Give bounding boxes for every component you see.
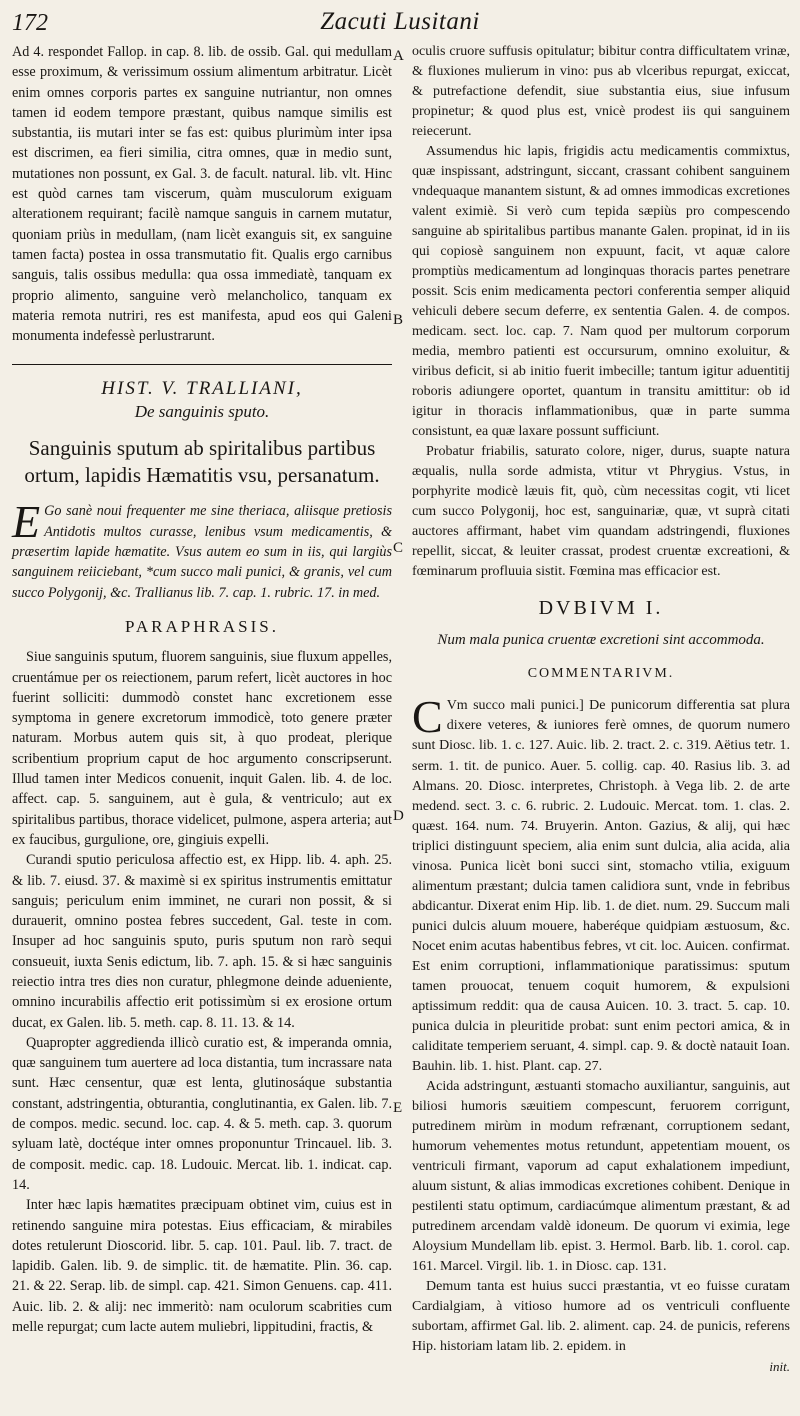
section-rule [12,364,392,365]
paraphrasis-heading: PARAPHRASIS. [125,616,279,636]
history-title: HIST. V. TRALLIANI, [101,378,303,400]
margin-letter-d: D [393,808,404,824]
margin-letter-c: C [393,540,404,556]
paragraph-text: Vm succo mali punici.] De punicorum differentia sat plura dixere veteres, & iuniores ferè omnes, de quorum numero sunt Diosc. lib. 1. c. 127. Auic. lib. 2. tract. 2. c. 319. Aëtius tetr. 1. serm. 1. tit. de punico. Auer. 5. collig. cap. 40. Rasius lib. 3. ad Almans. 20. Diosc. interpretes, Christoph. à Vega lib. 2. de arte medend. sect. 3. c. 6. rubric. 2. Ludouic. Mercat. tom. 1. clas. 2. quæst. 164. num. 74. Bruyerin. Anton. Gazius, & alij, qui hæc triplici distinguunt speciem, alia enim sunt dulcia, alia acida, alia vinosa. Punica licèt boni succi sint, stomacho vtilia, exiguum alimentum præstant; dulcia tamen calidiora sunt, vnde in febribus abdicantur. Dixerat enim Hip. lib. 1. de diet. num. 29. Succum mali punici dulcis aluum mouere, haberéque quidpiam æstuosum, &c. Nocet enim acutas habentibus febres, vt cit. loc. Auicen. confirmat. Est enim corruptioni, inflammationique paratissimus: sputum tamen prouocat, tenuem coquit humorem, & expulsioni aptissimum reddit: qua de causa Auicen. 10. 3. tract. 5. cap. 10. punica dulcia in pleuritide probat: sunt enim pectori amica, & in caliditate temperiem seruant, 4. simpl. cap. 9. & doctè natauit Ioan. Bauhin. lib. 1. hist. Plant. cap. 27. [412,698,790,1074]
commentarium-heading: COMMENTARIVM. [527,666,675,682]
dubium-question: Num mala punica cruentæ excretioni sint accommoda. [437,632,765,649]
drop-cap: C [412,691,443,743]
history-subtitle: De sanguinis sputo. [134,402,270,422]
case-title: Sanguinis sputum ab spiritalibus partibus ortum, lapidis Hæmatitis vsu, persanatum. [24,436,380,488]
running-title: Zacuti Lusitani [320,8,480,35]
paragraph: Quapropter aggredienda illicò curatio est, & imperanda omnia, quæ sanguinem tum auertere ad loca distantia, tum incrassare nata sunt. Hæc censentur, quæ est lenta, glutinosáque substantia constant, adstringentia, obturantia, conglutinantia, ex Galen. lib. 7. de compos. medic. secund. loc. cap. 4. & 5. meth. cap. 3. quorum syluam latè, doctéque inter omnes proponuntur Trincauel. lib. 3. de composit. medic. cap. 18. Ludouic. Mercat. lib. 1. indicat. cap. 14. [12,1034,392,1193]
paragraph [412,691,790,1076]
running-head [12,8,788,42]
paragraph: Inter hæc lapis hæmatites præcipuam obtinet vim, cuius est in retinendo sanguine mira potestas. Eius efficaciam, & mirabiles dotes retulerunt Dioscorid. libr. 5. cap. 101. Paul. lib. 7. tract. de lapidib. Galen. lib. 9. de simplic. tit. de hæmatite. Plin. 36. cap. 21. & 22. Serap. lib. de simpl. cap. 421. Simon Genuens. cap. 411. Auic. lib. 2. & alij: nec immeritò: nam oculorum scabrities cum melle repurgat; cum lacte autem muliebri, lippitudini, fractis, & [12,1197,392,1336]
margin-letter-b: B [393,312,404,328]
paragraph: Siue sanguinis sputum, fluorem sanguinis, siue fluxum appelles, cruentámue per os reiectionem, parum refert, licèt auctores in hoc fuerint solliciti: dummodò constet hanc excretionem esse symptoma in genere excretorum immodicè, toto genere præter naturam. Morbus autem quis sit, à quo prodeat, plerique scribentium proprium caput de hoc argumento conscripserunt. Illud tamen inter Medicos conuenit, inquit Galen. lib. 4. de loc. affect. cap. 5. sanguinem, aut è gula, & ventriculo; aut ex spiritalibus partibus, thorace videlicet, pulmone, aspera arteria; aut ex faucibus, gurgulione, ore, gingiuis expelli. [12,649,392,848]
paragraph: Ad 4. respondet Fallop. in cap. 8. lib. de ossib. Gal. qui medullam esse proximum, & verissimum ossium alimentum arbitratur. Licèt enim omnes corporis partes ex sanguine nutriantur, non omnes tamen id eodem tempore præstant, quibus namque similis est substantia, iis mutari inter se fas est: quibus plurimùm inter ipsa est discrimen, ea fieri similia, citra omnes, quæ in medio sunt, mutationes non possunt, ex Gal. 3. de facult. natural. lib. vlt. Hinc est quòd carnes tam viscerum, quàm musculorum exiguam alterationem requirant; facilè namque sanguis in carnem mutatur, quoniam priùs in medullam, (nam licèt exanguis sit, ex sanguine tamen facta) postea in ossa transmutatio fit. Qualis ergo carnibus sanguis, talis ossibus medulla: qua ossa immediatè, tanquam ex proprio alimento, sanguine verò melancholico, tanquam ex materia remota nutriri, res est manifesta, apud eos qui Galeni monumenta indefessè perlustrarunt. [12,44,392,345]
page-number: 172 [12,10,48,36]
right-column [412,42,790,1377]
paragraph: Acida adstringunt, æstuanti stomacho auxiliantur, sanguinis, aut biliosi humoris sæuitiem compescunt, feruorem corrigunt, putredinem mirùm in modum refrænant, corruptionem sedant, humorum vehementes motus retundunt, appetentiam mouent, os ventriculi firmant, vaporum ad caput exhalationem impediunt, aluum sistunt, & alias immodicas excretiones cohibent. Denique in pestilenti statu optimum, cardiacúmque alimentum præstant, & ad putredinem arcendam valdè idoneum. De quorum vi eximia, lege Aloysium Mundellam lib. epist. 3. Hermol. Barb. lib. 1. corol. cap. 161. Marcel. Virgil. lib. 1. in Diosc. cap. 131. [412,1078,790,1274]
paragraph: Assumendus hic lapis, frigidis actu medicamentis commixtus, quæ inspissant, adstringunt, siccant, crassant cohibent sanguinem vndequaque manantem sistunt, & ad omnes immodicas excretiones valent eximiè. Si verò cum tepida sæpiùs pro compescendo sanguine ab spiritalibus partibus manante Galen. propinat, id in iis qui copiosè sanguinem non expuunt, facit, vt aquæ calore promptiùs medicamentum ad longinquas thoracis partes penetrare possit. Scis enim medicamenta pectori conferentia semper aliquid vehiculi debere secum deferre, ex sententia Galen. 4. de compos. medicam. sect. loc. cap. 7. Nam quod per multorum corporum media, membro patienti est occursurum, omnino exoluitur, & viribus deficit, si ab initio fuerit imbecille; tantum igitur aduentitij roboris adiungere oportet, quantum in transitu amittitur: ob id igitur in thoracis inflammationibus, quæ in parte summa consistunt, ea quæ laxare possunt sufficiunt. [412,144,790,440]
drop-cap: E [12,496,41,548]
dubium-heading: DVBIVM I. [538,597,664,620]
paragraph: oculis cruore suffusis opitulatur; bibitur contra difficultatem vrinæ, & fluxiones mulierum in vino: pus ab vlceribus repurgat, exiccat, & putrefactione defendit, siue substantia eius, siue infusum propinetur; & quod plus est, vnicè prodest iis qui sanguinem reiecerunt. [412,44,790,140]
margin-letter-e: E [393,1100,403,1116]
paragraph: Demum tanta est huius succi præstantia, vt eo fuisse curatam Cardialgiam, à vitioso humore ad os ventriculi confluente subortam, affirmet Gal. lib. 2. aliment. cap. 24. de punicis, referens Hip. historiam latam lib. 2. epidem. in [412,1278,790,1354]
paragraph: Curandi sputio periculosa affectio est, ex Hipp. lib. 4. aph. 25. & lib. 7. eiusd. 37. & maximè si ex spiritus instrumentis emittatur sanguis; periculum enim imminet, ne curari non possit, & si durauerit, omnino postea febres succedent, Gal. teste in com. Insuper ad hoc sanguinis sputo, puris sputum non rarò sequi consueuit, iuxta Senis edictum, lib. 7. aph. 15. & si hæc sanguinis reiectio intra tres dies non curatur, phlegmone deinde adueniente, omnino incurabilis affectio erit potissimùm si ex erosione ortum ducat, ex Galen. lib. 5. meth. cap. 8. 11. 13. & 14. [12,852,392,1031]
quotation [12,496,392,602]
quotation-text: Go sanè noui frequenter me sine theriaca, aliisque pretiosis Antidotis multos curasse, lenibus vsum medicamentis, & præsertim lapide hæmatite. Vsus autem eo sum in iis, qui largiùs sanguinem reiiciebant, *cum succo mali punici, & granis, vel cum succo Polygonij, &c. Trallianus lib. 7. cap. 1. rubric. 17. in med. [12,503,392,601]
paragraph: Probatur friabilis, saturato colore, niger, durus, suapte natura æqualis, nulla sorde admista, vtitur vt Phrygius. Vstus, in porphyrite modicè læuis fit, quò, cùm necessitas cogit, vti licet cum succo Polygonij, hoc est, sanguinariæ, quæ, vt suprà citati auctores affirmant, habet vim quandam adstringendi, fluxiones repellit, siccat, & leuiter crassat, prodest cruentæ excreationi, & fœminarum profluuia sistit. Fœmina mas efficacior est. [412,444,790,580]
left-column [12,42,392,1337]
margin-letter-a: A [393,48,404,64]
catchword: init. [769,1358,790,1374]
